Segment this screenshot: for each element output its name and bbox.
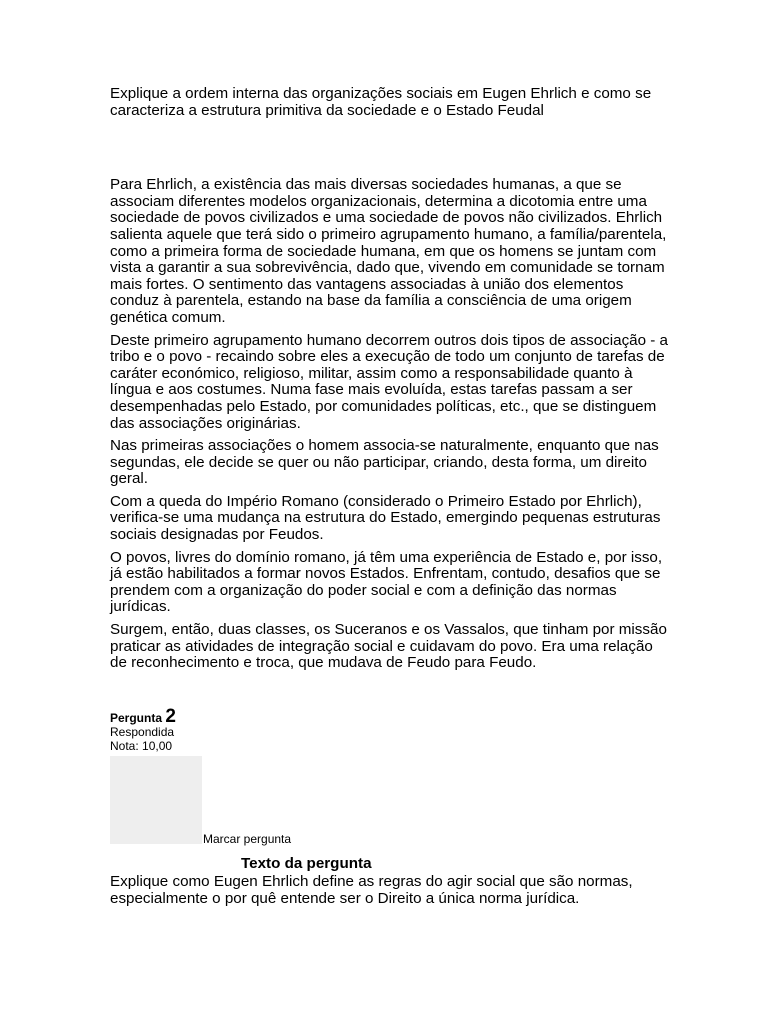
answer-paragraph-5: O povos, livres do domínio romano, já têm uma experiência de Estado e, por isso, já estão habilitados a formar novos Estados. Enfrentam, contudo, desafios que se prendem com a organização do poder social e com a definição das normas jurídicas. <box>110 548 663 616</box>
question-text-body: Explique como Eugen Ehrlich define as regras do agir social que são normas, especialmente o por quê entende ser o Direito a única norma jurídica. <box>110 873 633 907</box>
question-intro: Explique a ordem interna das organizações sociais em Eugen Ehrlich e como se caracteriza a estrutura primitiva da sociedade e o Estado Feudal <box>110 85 652 119</box>
answer-paragraph-4: Com a queda do Império Romano (considerado o Primeiro Estado por Ehrlich), verifica-se uma mudança na estrutura do Estado, emergindo pequenas estruturas sociais designadas por Feudos. <box>110 492 661 544</box>
answer-paragraph-6: Surgem, então, duas classes, os Suceranos e os Vassalos, que tinham por missão praticar as atividades de integração social e cuidavam do povo. Era uma relação de reconhecimento e troca, que mudava de Feudo para Feudo. <box>110 621 667 672</box>
flag-question-link[interactable]: Marcar pergunta <box>203 832 292 846</box>
question-number: 2 <box>165 706 176 727</box>
question-text-heading: Texto da pergunta <box>241 855 372 872</box>
answer-paragraph-1: Para Ehrlich, a existência das mais diversas sociedades humanas, a que se associam diferentes modelos organizacionais, determina a dicotomia entre uma sociedade de povos civilizados e uma sociedade de povos não civilizados. Ehrlich salienta aquele que terá sido o primeiro agrupamento humano, a família/parentela, como a primeira forma de sociedade humana, em que os homens se juntam com vista a garantir a sua sobrevivência, dado que, vivendo em comunidade se tornam mais fortes. O sentimento das vantagens associadas à união dos elementos conduz à parentela, estando na base da família a consciência de uma origem genética comum. <box>110 176 667 326</box>
answer-text <box>110 177 670 672</box>
answer-paragraph-3: Nas primeiras associações o homem associa-se naturalmente, enquanto que nas segundas, ele decide se quer ou não participar, criando, desta forma, um direito geral. <box>110 437 659 488</box>
document-content <box>110 86 670 678</box>
question-info <box>110 706 176 753</box>
question-status: Respondida <box>110 725 175 739</box>
flag-icon[interactable] <box>110 756 202 844</box>
question-grade: Nota: 10,00 <box>110 739 173 753</box>
question-label: Pergunta <box>110 711 163 725</box>
answer-paragraph-2: Deste primeiro agrupamento humano decorrem outros dois tipos de associação - a tribo e o povo - recaindo sobre eles a execução de todo um conjunto de tarefas de caráter económico, religioso, militar, assim como a responsabilidade quanto à língua e aos costumes. Numa fase mais evoluída, estas tarefas passam a ser desempenhadas pelo Estado, por comunidades políticas, etc., que se distinguem das associações originárias. <box>110 331 669 432</box>
question-number-line <box>110 706 176 727</box>
